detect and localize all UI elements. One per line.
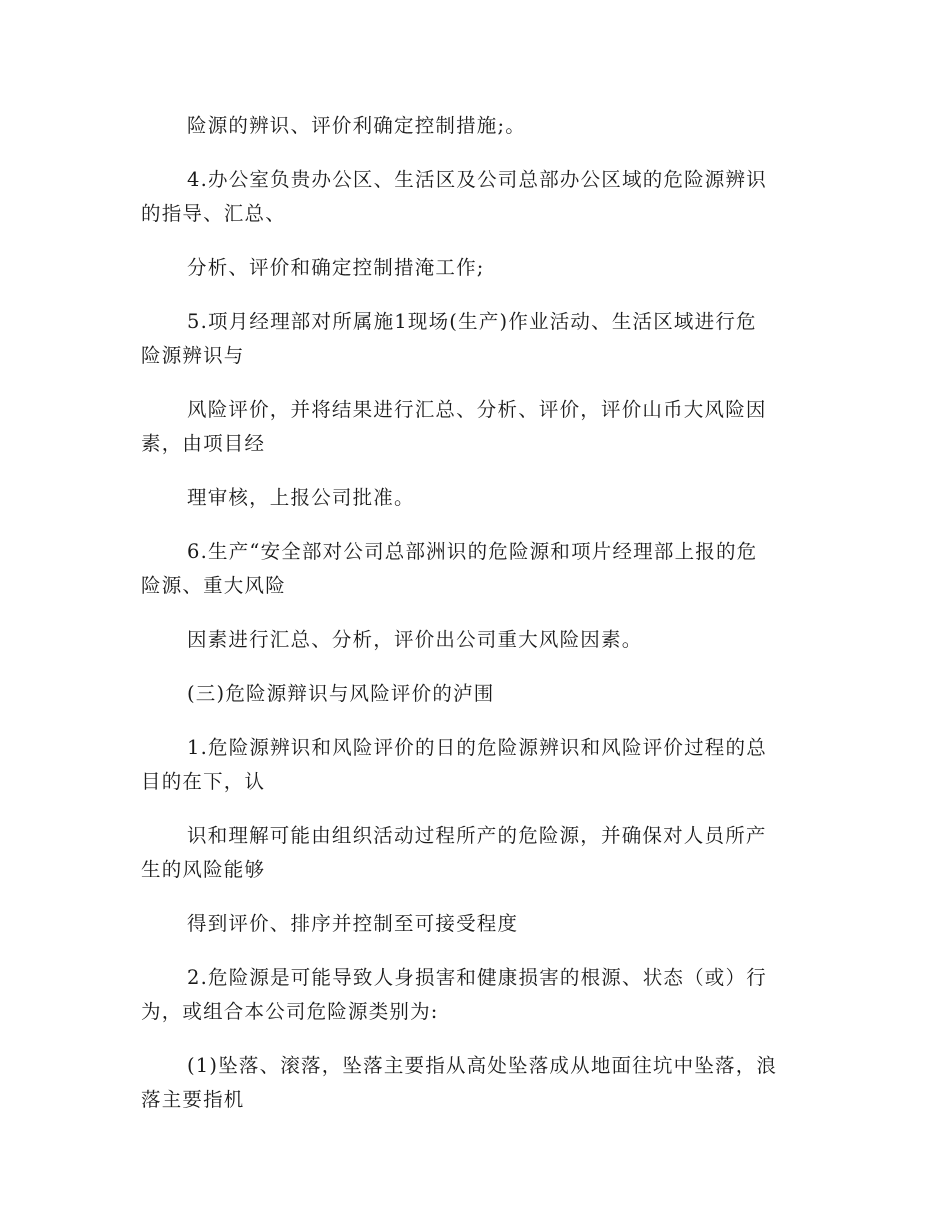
section-heading: (三)危险源辩识与风险评价的泸围 [187, 682, 495, 705]
text-line: 目的在下，认 [141, 770, 266, 793]
text-line: 4.办公室负贵办公区、生活区及公司总部办公区域的危险源辨识 [187, 168, 767, 191]
text-line: 理审核，上报公司批准。 [187, 486, 415, 509]
text-line: 识和理解可能由组织活动过程所产的危险源，并确保对人员所产 [187, 824, 767, 847]
text-line: 险源辨识与 [141, 344, 245, 367]
text-line: 因素进行汇总、分析，评价出公司重大风险因素。 [187, 628, 643, 651]
text-line: 素，由项目经 [141, 432, 266, 455]
text-line: 风险评价，并将结果进行汇总、分析、评价，评价山币大风险因 [187, 398, 767, 421]
text-line: 落主要指机 [141, 1088, 245, 1111]
text-line: 分析、评价和确定控制措淹工作; [187, 256, 485, 279]
text-line: 1.危险源辨识和风险评价的日的危险源辨识和风险评价过程的总 [187, 736, 767, 759]
text-line: 5.项月经理部对所属施1现场(生产)作业活动、生活区域进行危 [187, 310, 757, 333]
text-line: 2.危险源是可能导致人身损害和健康损害的根源、状态（或）行 [187, 966, 767, 989]
text-line: 生的风险能够 [141, 858, 266, 881]
text-line: 得到评价、排序并控制至可接受程度 [187, 912, 519, 935]
text-line: (1)坠落、滚落，坠落主要指从高处坠落成从地面往坑中坠落，浪 [187, 1054, 778, 1077]
text-line: 6.生产“安全部对公司总部洲识的危险源和项片经理部上报的危 [187, 540, 758, 563]
text-line: 险源、重大风险 [141, 574, 286, 597]
text-line: 的指导、汇总、 [141, 202, 286, 225]
text-line: 为，或组合本公司危险源类别为: [141, 1000, 439, 1023]
text-line: 险源的辨识、评价利确定控制措施;。 [187, 114, 526, 137]
